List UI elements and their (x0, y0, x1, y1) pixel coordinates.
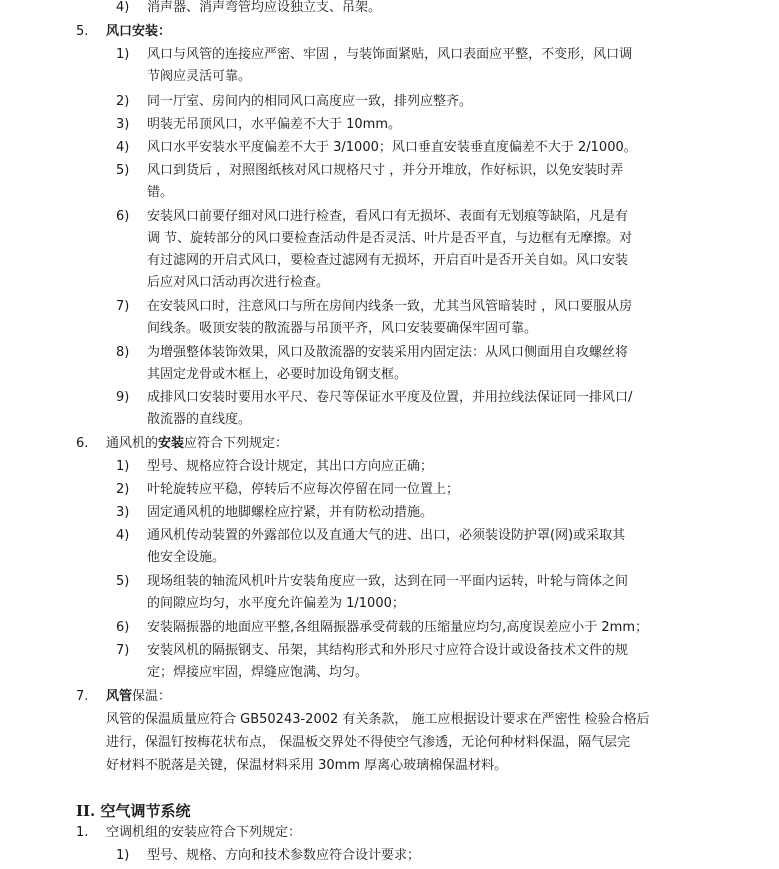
item-number: 6) (116, 209, 130, 224)
item-number: 5) (116, 163, 130, 178)
list-item-text: 在安装风口时，注意风口与所在房间内线条一致，尤其当风管暗装时 ，风口要服从房 (147, 299, 633, 314)
item-number: 4) (116, 0, 130, 15)
list-item-text: 散流器的直线度。 (147, 412, 252, 427)
chapter-heading: II. 空气调节系统 (76, 802, 191, 820)
item-number: 1) (116, 848, 130, 863)
item-number: 1) (116, 47, 130, 62)
section-number: 6. (76, 436, 89, 451)
section-title: 空调机组的安装应符合下列规定： (106, 825, 302, 840)
list-item-text: 风口水平安装水平度偏差不大于 3/1000；风口垂直安装垂直度偏差不大于 2/1000。 (147, 140, 637, 155)
item-number: 8) (116, 345, 130, 360)
paragraph-line: 好材料不脱落是关键，保温材料采用 30mm 厚离心玻璃棉保温材料。 (106, 758, 508, 773)
list-item-text: 他安全设施。 (147, 550, 226, 565)
item-number: 1) (116, 459, 130, 474)
list-item-text: 的间隙应均匀，水平度允许偏差为 1/1000； (147, 596, 405, 611)
section-title (106, 433, 288, 455)
list-item-text: 后应对风口活动再次进行检查。 (147, 275, 330, 290)
list-item-text: 叶轮旋转应平稳，停转后不应每次停留在同一位置上； (147, 482, 460, 497)
item-number: 7) (116, 643, 130, 658)
list-item-text: 错。 (147, 185, 174, 200)
list-item-text: 定；焊接应牢固，焊缝应饱满、均匀。 (147, 665, 369, 680)
list-item-text: 明装无吊顶风口，水平偏差不大于 10mm。 (147, 117, 402, 132)
list-item-text: 间线条。吸顶安装的散流器与吊顶平齐，风口安装要确保牢固可靠。 (147, 321, 538, 336)
section-title-pre: 通风机的 (106, 436, 159, 451)
list-item-text: 调 节、旋转部分的风口要检查活动件是否灵活、叶片是否平直，与边框有无摩擦。对 (147, 231, 633, 246)
item-number: 5) (116, 574, 130, 589)
section-title (106, 686, 171, 708)
list-item-text: 消声器、消声弯管均应设独立支、吊架。 (147, 0, 382, 15)
list-item-text: 型号、规格、方向和技术参数应符合设计要求； (147, 848, 421, 863)
list-item-text: 风口到货后 ，对照图纸核对风口规格尺寸 ，并分开堆放，作好标识，以免安装时弄 (147, 163, 624, 178)
list-item-text: 现场组装的轴流风机叶片安装角度应一致，达到在同一平面内运转，叶轮与筒体之间 (147, 574, 629, 589)
item-number: 9) (116, 390, 130, 405)
item-number: 3) (116, 117, 130, 132)
section-title-post: 保温： (132, 689, 172, 704)
list-item-text: 安装隔振器的地面应平整,各组隔振器承受荷载的压缩量应均匀,高度误差应小于 2mm； (147, 620, 648, 635)
paragraph-line: 风管的保温质量应符合 GB50243-2002 有关条款， 施工应根据设计要求在严密性 检验合格后 (106, 712, 650, 727)
section-title-post: 应符合下列规定： (184, 436, 289, 451)
list-item-text: 通风机传动装置的外露部位以及直通大气的进、出口，必须装设防护罩(网)或采取其 (147, 528, 626, 543)
section-title-bold: 风管 (106, 689, 133, 704)
section-title: 风口安装： (106, 24, 172, 39)
item-number: 2) (116, 94, 130, 109)
list-item-text: 成排风口安装时要用水平尺、卷尺等保证水平度及位置，并用拉线法保证同一排风口/ (147, 390, 633, 405)
list-item-text: 有过滤网的开启式风口，要检查过滤网有无损坏，开启百叶是否开关自如。风口安装 (147, 253, 629, 268)
item-number: 4) (116, 140, 130, 155)
item-number: 3) (116, 505, 130, 520)
list-item-text: 固定通风机的地脚螺栓应拧紧，并有防松动措施。 (147, 505, 434, 520)
item-number: 4) (116, 528, 130, 543)
item-number: 6) (116, 620, 130, 635)
list-item-text: 风口与风管的连接应严密、牢固 ，与装饰面紧贴，风口表面应平整，不变形，风口调 (147, 47, 633, 62)
list-item-text: 其固定龙骨或木框上，必要时加设角钢支框。 (147, 367, 408, 382)
item-number: 7) (116, 299, 130, 314)
section-number: 1. (76, 825, 89, 840)
list-item-text: 同一厅室、房间内的相同风口高度应一致，排列应整齐。 (147, 94, 473, 109)
paragraph-line: 进行，保温钉按梅花状布点， 保温板交界处不得使空气渗透，无论何种材料保温，隔气层完 (106, 735, 631, 750)
section-number: 5. (76, 24, 89, 39)
section-title-bold: 安装 (158, 436, 185, 451)
list-item-text: 安装风口前要仔细对风口进行检查，看风口有无损坏、表面有无划痕等缺陷，凡是有 (147, 209, 629, 224)
section-number: 7. (76, 689, 89, 704)
item-number: 2) (116, 482, 130, 497)
list-item-text: 型号、规格应符合设计规定，其出口方向应正确； (147, 459, 434, 474)
list-item-text: 安装风机的隔振钢支、吊架，其结构形式和外形尺寸应符合设计或设备技术文件的规 (147, 643, 629, 658)
list-item-text: 节阀应灵活可靠。 (147, 69, 252, 84)
list-item-text: 为增强整体装饰效果，风口及散流器的安装采用内固定法：从风口侧面用自攻螺丝将 (147, 345, 629, 360)
